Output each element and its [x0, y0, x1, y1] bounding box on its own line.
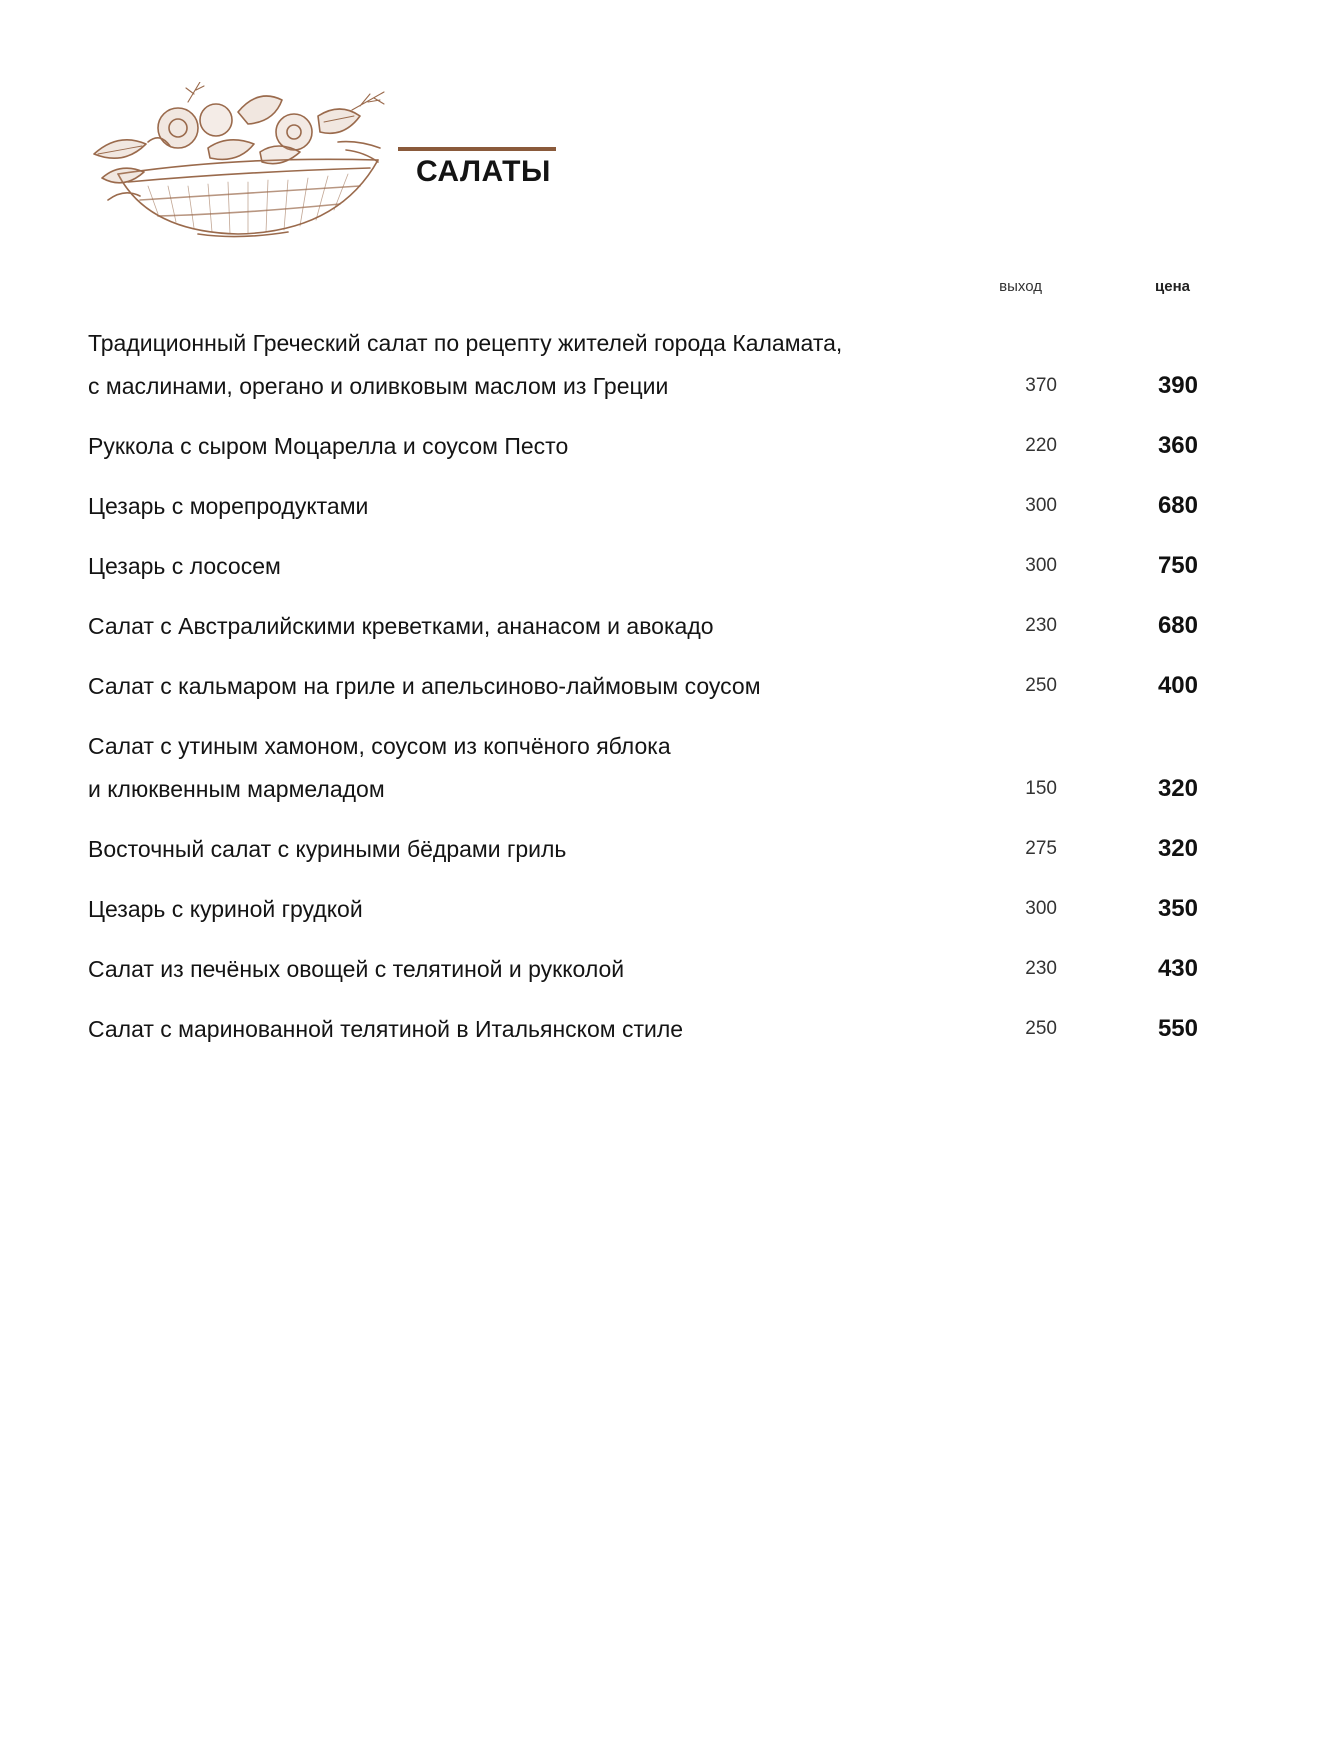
- menu-item-price: 550: [1157, 1015, 1198, 1042]
- menu-item-name: [88, 322, 948, 408]
- menu-item-name-line: Руккола с сыром Моцарелла и соусом Песто: [88, 433, 569, 459]
- menu-item-name-line: Цезарь с морепродуктами: [88, 493, 369, 519]
- menu-item-price: 680: [1157, 492, 1198, 519]
- menu-item: [88, 1008, 1198, 1051]
- menu-item-name-line: и клюквенным мармеладом: [88, 776, 385, 802]
- menu-item-weight: 150: [1025, 778, 1057, 799]
- menu-item-price: 390: [1157, 372, 1198, 399]
- menu-item-weight: 220: [1025, 435, 1057, 456]
- menu-item-price: 350: [1157, 895, 1198, 922]
- menu-item-weight: 230: [1025, 615, 1057, 636]
- menu-item-name: [88, 605, 948, 648]
- menu-item-weight: 250: [1025, 1018, 1057, 1039]
- menu-item-price: 750: [1157, 552, 1198, 579]
- menu-item: [88, 725, 1198, 811]
- menu-item-name-line: Цезарь с лососем: [88, 553, 281, 579]
- column-header-weight: выход: [999, 278, 1042, 295]
- menu-item-name: [88, 725, 948, 811]
- page-title: САЛАТЫ: [416, 155, 551, 188]
- menu-item: [88, 828, 1198, 871]
- salad-bowl-illustration: [88, 82, 388, 240]
- menu-item: [88, 545, 1198, 588]
- menu-item-name: [88, 425, 948, 468]
- menu-item: [88, 948, 1198, 991]
- menu-item-name-line: Салат из печёных овощей с телятиной и рукколой: [88, 956, 625, 982]
- menu-item: [88, 605, 1198, 648]
- menu-item-price: 320: [1157, 835, 1198, 862]
- menu-item: [88, 322, 1198, 408]
- menu-item-name: [88, 545, 948, 588]
- menu-item-name-line: Салат с маринованной телятиной в Итальянском стиле: [88, 1016, 684, 1042]
- menu-item-name: [88, 828, 948, 871]
- menu-item-weight: 370: [1025, 375, 1057, 396]
- menu-item-name-line: Салат с Австралийскими креветками, ананасом и авокадо: [88, 613, 714, 639]
- menu-item-name: [88, 888, 948, 931]
- menu-item-weight: 300: [1025, 555, 1057, 576]
- menu-item-weight: 275: [1025, 838, 1057, 859]
- menu-item-price: 430: [1157, 955, 1198, 982]
- menu-list: [88, 322, 1319, 1068]
- menu-item-price: 320: [1157, 775, 1198, 802]
- menu-item-weight: 250: [1025, 675, 1057, 696]
- title-divider: [398, 147, 556, 151]
- menu-item-weight: 230: [1025, 958, 1057, 979]
- menu-item-price: 360: [1157, 432, 1198, 459]
- menu-item-name-line: Салат с утиным хамоном, соусом из копчёного яблока: [88, 733, 671, 759]
- menu-item-name-line: Цезарь с куриной грудкой: [88, 896, 363, 922]
- menu-item-weight: 300: [1025, 495, 1057, 516]
- menu-item-price: 680: [1157, 612, 1198, 639]
- menu-item-name: [88, 665, 948, 708]
- menu-item: [88, 485, 1198, 528]
- menu-item-name: [88, 1008, 948, 1051]
- menu-item-name-line: Салат с кальмаром на гриле и апельсиново-лаймовым соусом: [88, 673, 761, 699]
- menu-item-name: [88, 485, 948, 528]
- menu-item: [88, 425, 1198, 468]
- menu-item: [88, 888, 1198, 931]
- column-header-price: цена: [1155, 278, 1190, 295]
- menu-item-name-line: с маслинами, орегано и оливковым маслом из Греции: [88, 373, 669, 399]
- menu-item-price: 400: [1157, 672, 1198, 699]
- menu-item-name-line: Традиционный Греческий салат по рецепту жителей города Каламата,: [88, 330, 843, 356]
- menu-item-name: [88, 948, 948, 991]
- menu-item: [88, 665, 1198, 708]
- menu-item-name-line: Восточный салат с куриными бёдрами гриль: [88, 836, 567, 862]
- menu-item-weight: 300: [1025, 898, 1057, 919]
